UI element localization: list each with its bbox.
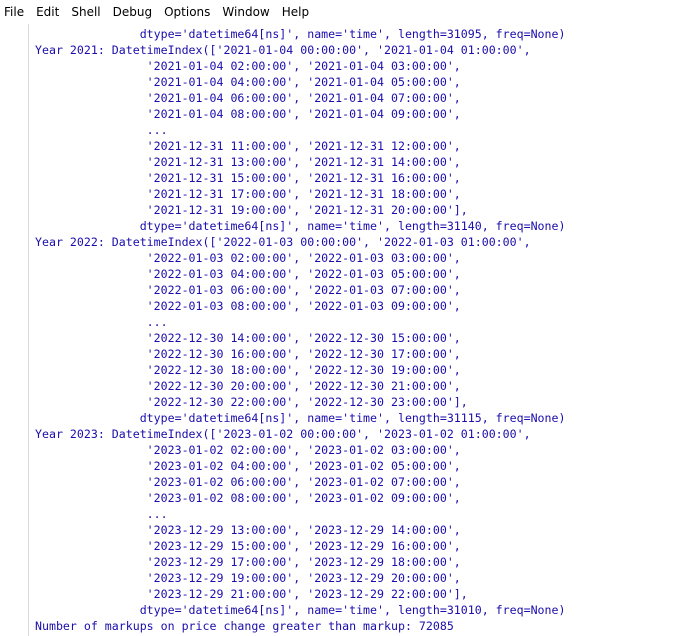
output-line: '2021-01-04 04:00:00', '2021-01-04 05:00:00',	[35, 75, 461, 89]
output-line: '2023-01-02 04:00:00', '2023-01-02 05:00:00',	[35, 459, 461, 473]
output-line: '2023-01-02 02:00:00', '2023-01-02 03:00:00',	[35, 443, 461, 457]
output-line: Number of markups on price change greater than markup: 72085	[35, 619, 454, 633]
output-line: '2023-12-29 15:00:00', '2023-12-29 16:00:00',	[35, 539, 461, 553]
output-line: '2021-01-04 06:00:00', '2021-01-04 07:00:00',	[35, 91, 461, 105]
menu-help[interactable]: Help	[281, 5, 310, 19]
output-line: Year 2021: DatetimeIndex(['2021-01-04 00:00:00', '2021-01-04 01:00:00',	[35, 43, 531, 57]
shell-output[interactable]	[35, 26, 680, 634]
output-line: dtype='datetime64[ns]', name='time', length=31115, freq=None)	[35, 411, 566, 425]
output-line: ...	[35, 123, 168, 137]
output-line: '2021-01-04 02:00:00', '2021-01-04 03:00:00',	[35, 59, 461, 73]
output-line: '2022-01-03 06:00:00', '2022-01-03 07:00:00',	[35, 283, 461, 297]
output-line: ...	[35, 507, 168, 521]
output-line: '2021-01-04 08:00:00', '2021-01-04 09:00:00',	[35, 107, 461, 121]
output-line: '2023-12-29 21:00:00', '2023-12-29 22:00:00'],	[35, 587, 468, 601]
output-line: '2021-12-31 13:00:00', '2021-12-31 14:00:00',	[35, 155, 461, 169]
output-line: dtype='datetime64[ns]', name='time', length=31010, freq=None)	[35, 603, 566, 617]
output-line: '2023-12-29 17:00:00', '2023-12-29 18:00:00',	[35, 555, 461, 569]
output-line: '2022-12-30 16:00:00', '2022-12-30 17:00:00',	[35, 347, 461, 361]
output-line: ...	[35, 315, 168, 329]
menu-edit[interactable]: Edit	[36, 5, 60, 19]
shell-sidebar-gutter	[0, 24, 29, 636]
menu-options[interactable]: Options	[164, 5, 211, 19]
menu-bar	[0, 0, 680, 24]
output-line: dtype='datetime64[ns]', name='time', length=31140, freq=None)	[35, 219, 566, 233]
output-line: '2021-12-31 11:00:00', '2021-12-31 12:00:00',	[35, 139, 461, 153]
output-line: Year 2023: DatetimeIndex(['2023-01-02 00:00:00', '2023-01-02 01:00:00',	[35, 427, 531, 441]
output-line: '2022-01-03 02:00:00', '2022-01-03 03:00:00',	[35, 251, 461, 265]
output-line: '2022-12-30 18:00:00', '2022-12-30 19:00:00',	[35, 363, 461, 377]
output-line: '2023-12-29 13:00:00', '2023-12-29 14:00:00',	[35, 523, 461, 537]
output-line: '2022-12-30 14:00:00', '2022-12-30 15:00:00',	[35, 331, 461, 345]
output-line: '2021-12-31 15:00:00', '2021-12-31 16:00:00',	[35, 171, 461, 185]
menu-shell[interactable]: Shell	[71, 5, 101, 19]
output-line: '2023-12-29 19:00:00', '2023-12-29 20:00:00',	[35, 571, 461, 585]
menu-file[interactable]: File	[4, 5, 25, 19]
output-line: '2021-12-31 17:00:00', '2021-12-31 18:00:00',	[35, 187, 461, 201]
output-line: '2022-12-30 22:00:00', '2022-12-30 23:00:00'],	[35, 395, 468, 409]
output-line: '2022-01-03 04:00:00', '2022-01-03 05:00:00',	[35, 267, 461, 281]
output-line: '2023-01-02 06:00:00', '2023-01-02 07:00:00',	[35, 475, 461, 489]
shell-window[interactable]	[0, 24, 680, 636]
menu-debug[interactable]: Debug	[112, 5, 153, 19]
output-line: '2022-01-03 08:00:00', '2022-01-03 09:00:00',	[35, 299, 461, 313]
output-line: '2023-01-02 08:00:00', '2023-01-02 09:00:00',	[35, 491, 461, 505]
output-line: dtype='datetime64[ns]', name='time', length=31095, freq=None)	[35, 27, 566, 41]
output-line: Year 2022: DatetimeIndex(['2022-01-03 00:00:00', '2022-01-03 01:00:00',	[35, 235, 531, 249]
output-line: '2021-12-31 19:00:00', '2021-12-31 20:00:00'],	[35, 203, 468, 217]
output-line: '2022-12-30 20:00:00', '2022-12-30 21:00:00',	[35, 379, 461, 393]
menu-window[interactable]: Window	[222, 5, 270, 19]
